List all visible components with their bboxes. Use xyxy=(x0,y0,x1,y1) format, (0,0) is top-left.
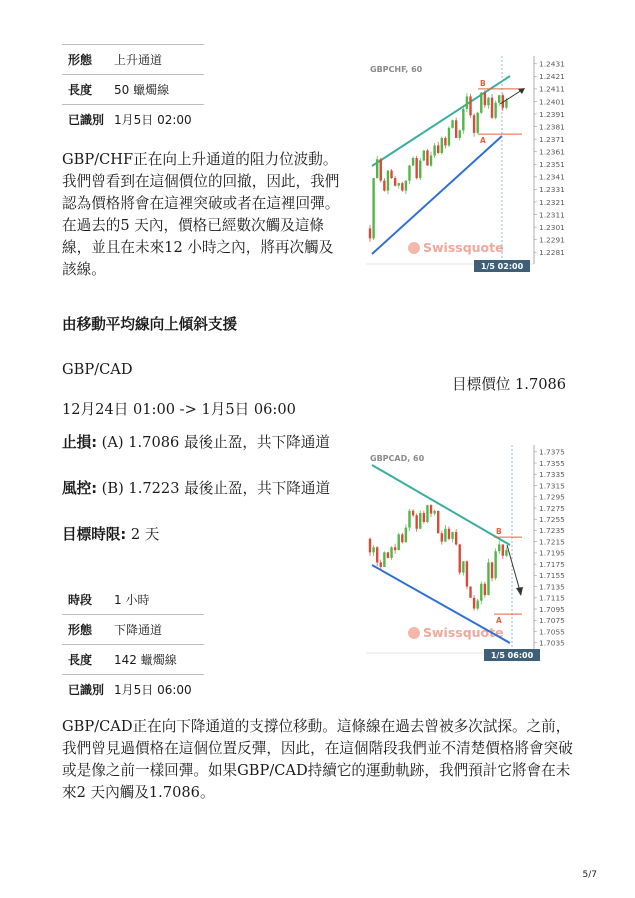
analysis-paragraph-gbpcad: GBP/CAD正在向下降通道的支撐位移動。這條線在過去曾被多次試探。之前，我們曾見過價格在這個位置反彈，因此，在這個階段我們並不清楚價格將會突破或是像之前一樣回彈。如果GBP/CAD持續它的運動軌跡，我們預計它將會在未來2 天內觸及1.7086。 xyxy=(62,718,573,801)
risk-text xyxy=(62,478,340,500)
row-key: 時段 xyxy=(68,592,93,607)
y-tick-label: 1.2401 xyxy=(539,97,565,107)
candle-body xyxy=(430,505,432,513)
row-key: 形態 xyxy=(68,53,93,67)
table-row xyxy=(62,44,204,74)
info-table-gbpchf xyxy=(62,44,204,134)
candle-body xyxy=(398,183,400,186)
marker-label: B xyxy=(496,527,502,537)
candle-body xyxy=(426,505,428,522)
y-tick-label: 1.2301 xyxy=(539,222,565,232)
analysis-paragraph-gbpchf: GBP/CHF正在向上升通道的阻力位波動。我們曾看到在這個價位的回撤，因此，我們認為價格將會在這裡突破或者在這裡回彈。在過去的5 天內，價格已經數次觸及這條線，並且在未來12 小時之內，將再次觸及該線。 xyxy=(62,151,340,278)
stop-loss-value: (A) 1.7086 最後止盈，共下降通道 xyxy=(101,434,330,451)
stop-loss-text xyxy=(62,432,340,454)
candle-body xyxy=(455,532,457,544)
candle-body xyxy=(433,511,435,514)
y-tick-label: 1.2371 xyxy=(539,134,565,144)
gbpchf-chart xyxy=(362,56,574,274)
time-badge-label: 1/5 02:00 xyxy=(480,262,524,271)
y-tick-label: 1.7175 xyxy=(539,559,565,569)
candle-body xyxy=(401,183,403,191)
y-tick-label: 1.2431 xyxy=(539,59,565,69)
candle-body xyxy=(430,155,432,165)
y-tick-label: 1.2291 xyxy=(539,235,565,245)
y-tick-label: 1.7375 xyxy=(539,447,565,457)
target-time-label: 目標時限: xyxy=(62,526,127,543)
candle-body xyxy=(498,95,500,103)
candle-body xyxy=(419,513,421,529)
row-value: 1月5日 06:00 xyxy=(114,683,192,697)
candle-body xyxy=(484,93,486,106)
y-tick-label: 1.2421 xyxy=(539,72,565,82)
table-row xyxy=(62,674,204,704)
candle-body xyxy=(394,178,396,186)
y-tick-label: 1.7075 xyxy=(539,616,565,626)
y-tick-label: 1.7275 xyxy=(539,503,565,513)
candle-body xyxy=(444,529,446,542)
page-number: 5/7 xyxy=(582,870,597,880)
candle-body xyxy=(444,138,446,146)
candle-body xyxy=(505,550,507,556)
candle-body xyxy=(484,584,486,595)
y-tick-label: 1.7135 xyxy=(539,582,565,592)
candle-body xyxy=(455,120,457,138)
table-row xyxy=(62,104,204,134)
watermark-text: Swissquote xyxy=(423,625,504,640)
watermark-logo-icon xyxy=(408,242,420,254)
y-tick-label: 1.2331 xyxy=(539,185,565,195)
row-value: 50 蠟燭線 xyxy=(114,83,170,97)
y-tick-label: 1.7115 xyxy=(539,593,565,603)
table-row xyxy=(62,614,204,644)
candle-body xyxy=(459,130,461,138)
candle-body xyxy=(494,103,496,118)
candle-body xyxy=(412,511,414,515)
candle-body xyxy=(448,128,450,146)
candle-body xyxy=(380,159,382,180)
y-tick-label: 1.2381 xyxy=(539,122,565,132)
candle-body xyxy=(476,601,478,609)
candle-body xyxy=(469,587,471,598)
candle-body xyxy=(415,515,417,528)
candle-body xyxy=(494,551,496,578)
row-key: 已識別 xyxy=(68,683,105,697)
y-tick-label: 1.2361 xyxy=(539,147,565,157)
y-tick-label: 1.7195 xyxy=(539,548,565,558)
candle-body xyxy=(491,98,493,118)
y-tick-label: 1.7035 xyxy=(539,638,565,648)
candle-body xyxy=(401,534,403,542)
table-row xyxy=(62,644,204,674)
target-price: 目標價位 1.7086 xyxy=(452,376,567,393)
candle-body xyxy=(387,552,389,558)
candle-body xyxy=(441,138,443,153)
marker-label: A xyxy=(496,616,502,626)
candle-body xyxy=(405,181,407,191)
y-tick-label: 1.2281 xyxy=(539,248,565,258)
marker-label: A xyxy=(480,136,486,146)
candle-body xyxy=(426,150,428,165)
candle-body xyxy=(437,145,439,153)
table-row xyxy=(62,584,204,614)
y-tick-label: 1.2341 xyxy=(539,172,565,182)
row-key: 形態 xyxy=(68,623,93,637)
y-tick-label: 1.7155 xyxy=(539,571,565,581)
table-row xyxy=(62,74,204,104)
candle-body xyxy=(423,150,425,160)
date-range: 12月24日 01:00 -> 1月5日 06:00 xyxy=(62,401,296,418)
candle-body xyxy=(372,547,374,552)
gbpcad-chart xyxy=(362,445,574,663)
pair-name: GBP/CAD xyxy=(62,361,133,378)
candle-body xyxy=(408,511,410,528)
row-value: 下降通道 xyxy=(114,623,163,637)
candle-body xyxy=(505,100,507,108)
candle-body xyxy=(419,161,421,179)
row-value: 上升通道 xyxy=(114,53,163,67)
y-tick-label: 1.7235 xyxy=(539,526,565,536)
candle-body xyxy=(451,120,453,128)
time-badge-label: 1/5 06:00 xyxy=(490,651,534,660)
risk-value: (B) 1.7223 最後止盈，共下降通道 xyxy=(101,480,331,497)
candle-body xyxy=(394,547,396,550)
candle-body xyxy=(372,178,374,238)
candle-body xyxy=(462,109,464,130)
candle-body xyxy=(387,171,389,191)
candle-body xyxy=(459,544,461,572)
y-tick-label: 1.2411 xyxy=(539,84,565,94)
candle-body xyxy=(380,562,382,566)
candle-body xyxy=(466,96,468,109)
chart-title: GBPCAD, 60 xyxy=(370,454,425,463)
row-value: 1 小時 xyxy=(114,592,150,607)
candle-body xyxy=(398,534,400,550)
candle-body xyxy=(448,529,450,539)
y-tick-label: 1.7255 xyxy=(539,515,565,525)
candle-body xyxy=(390,171,392,179)
row-key: 已識別 xyxy=(68,113,105,127)
candle-body xyxy=(412,158,414,166)
candle-body xyxy=(369,539,371,552)
y-tick-label: 1.7215 xyxy=(539,537,565,547)
section-heading: 由移動平均線向上傾斜支援 xyxy=(62,316,238,333)
candle-body xyxy=(476,113,478,133)
candle-body xyxy=(408,166,410,181)
candle-body xyxy=(405,528,407,543)
candle-body xyxy=(498,544,500,551)
y-tick-label: 1.7335 xyxy=(539,470,565,480)
candle-body xyxy=(487,562,489,595)
chart-title: GBPCHF, 60 xyxy=(370,65,423,74)
row-value: 1月5日 02:00 xyxy=(114,113,192,127)
candle-body xyxy=(376,547,378,562)
y-tick-label: 1.2311 xyxy=(539,210,565,220)
candle-body xyxy=(383,552,385,567)
y-tick-label: 1.2351 xyxy=(539,160,565,170)
y-tick-label: 1.2321 xyxy=(539,197,565,207)
y-tick-label: 1.2391 xyxy=(539,109,565,119)
candle-body xyxy=(462,561,464,572)
target-time-value: 2 天 xyxy=(130,526,160,543)
y-tick-label: 1.7315 xyxy=(539,481,565,491)
y-tick-label: 1.7095 xyxy=(539,604,565,614)
candle-body xyxy=(480,584,482,601)
watermark-logo-icon xyxy=(408,627,420,639)
candle-body xyxy=(441,533,443,541)
candle-body xyxy=(466,561,468,586)
candle-body xyxy=(423,513,425,522)
stop-loss-label: 止損: xyxy=(62,434,98,451)
candle-body xyxy=(473,115,475,133)
candle-body xyxy=(383,181,385,191)
target-time-text xyxy=(62,524,340,546)
candle-body xyxy=(451,532,453,539)
watermark-text: Swissquote xyxy=(423,240,504,255)
candle-body xyxy=(437,511,439,533)
candle-body xyxy=(376,159,378,178)
row-key: 長度 xyxy=(68,653,93,667)
candle-body xyxy=(415,158,417,178)
risk-label: 風控: xyxy=(62,480,98,497)
candle-body xyxy=(369,228,371,238)
candle-body xyxy=(390,547,392,558)
candle-body xyxy=(502,544,504,555)
y-tick-label: 1.7355 xyxy=(539,458,565,468)
y-tick-label: 1.7055 xyxy=(539,627,565,637)
info-table-gbpcad xyxy=(62,584,204,704)
candle-body xyxy=(487,98,489,106)
candle-body xyxy=(469,96,471,115)
marker-label: B xyxy=(480,78,486,88)
candle-body xyxy=(473,598,475,609)
row-value: 142 蠟燭線 xyxy=(114,653,177,667)
y-tick-label: 1.7295 xyxy=(539,492,565,502)
row-key: 長度 xyxy=(68,83,93,97)
candle-body xyxy=(433,145,435,155)
candle-body xyxy=(491,562,493,578)
candle-body xyxy=(480,93,482,113)
